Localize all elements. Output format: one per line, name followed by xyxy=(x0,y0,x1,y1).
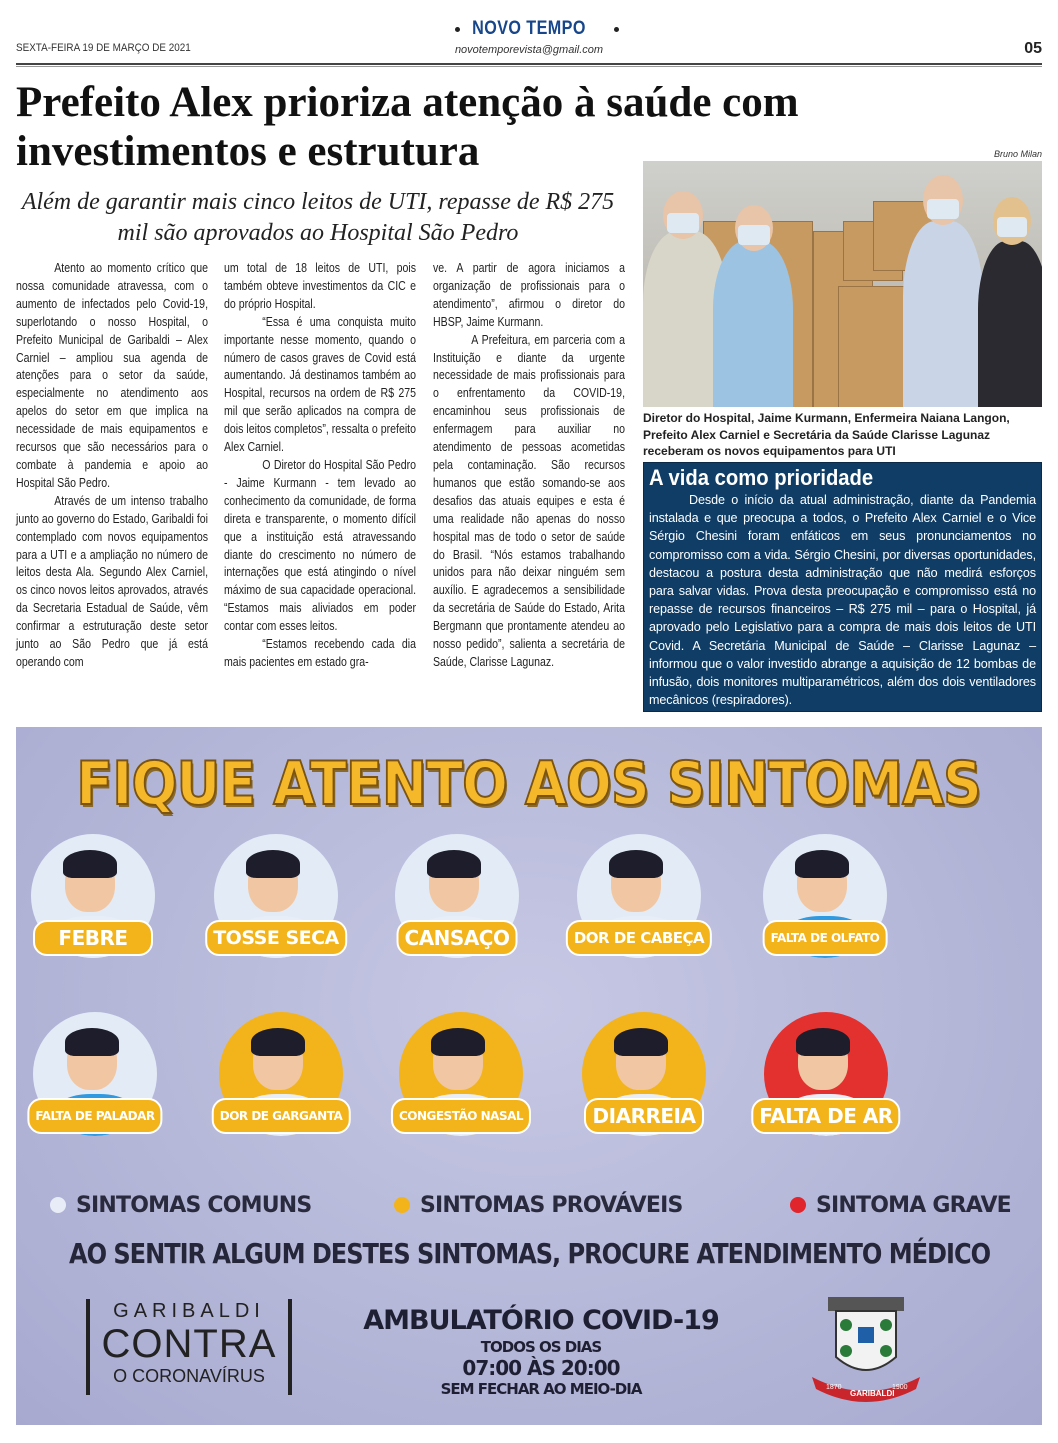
person xyxy=(903,221,983,407)
paragraph: Através de um intenso trabalho junto ao governo do Estado, Garibaldi foi contemplado com novos equipamentos para a UTI e a ampliação no número de leitos desta Ala. Segundo Alex Carniel, os cinco novos leitos aprovados, através da Secretaria Estadual de Saúde, vêm confirmar a estruturação deste setor junto ao São Pedro que já está operando com xyxy=(16,492,209,669)
sidebar-title: A vida como prioridade xyxy=(649,465,874,490)
sidebar-text: Desde o início da atual administração, diante da Pandemia instalada e que preocupa a todos, o Prefeito Alex Carniel e o Vice Sérgio Chesini foram enfáticos em seus pronunciamentos no compromisso com a vida. Sérgio Chesini, por diversas oportunidades, destacou a postura desta administração que não medirá esforços para salvar vidas. Prova desta preocupação e compromisso está no repasse de recursos financeiros – R$ 275 mil – para o Hospital, já aprovado pelo Legislativo para a compra de mais dois leitos de UTI Covid. A Secretária Municipal de Saúde – Clarisse Lagunaz – informou que o valor investido abrange a aquisição de 12 bombas de infusão, dois monitores multiparamétricos, além dos dois ventiladores mecânicos (respiradores). xyxy=(649,493,1036,708)
masthead-dot xyxy=(455,27,460,32)
legend-severe xyxy=(790,1193,1011,1218)
person xyxy=(713,241,793,407)
photo-credit: Bruno Milan xyxy=(993,149,1042,159)
legend-common xyxy=(50,1193,311,1218)
symptom-label: DOR DE GARGANTA xyxy=(212,1098,351,1134)
figure-hair xyxy=(65,1028,119,1056)
face-mask xyxy=(738,225,770,245)
sidebar-box xyxy=(643,462,1042,712)
paragraph: O Diretor do Hospital São Pedro - Jaime Kurmann - tem levado ao conhecimento da comunidade, de forma direta e transparente, o momento difícil que a instituição está atravessando diante do crescimento no número de internações que está atingindo o nível máximo de sua capacidade operacional. “Estamos mais aliviados em poder contar com esses leitos. xyxy=(224,456,417,634)
contact-email: novotemporevista@gmail.com xyxy=(454,44,604,56)
poster-title-row xyxy=(16,749,1042,819)
ambulatorio-title: AMBULATÓRIO COVID-19 xyxy=(363,1305,719,1336)
issue-date: SEXTA-FEIRA 19 DE MARÇO DE 2021 xyxy=(16,42,191,54)
legend-probable xyxy=(394,1193,683,1218)
article-column-3 xyxy=(433,259,625,671)
subheadline: Além de garantir mais cinco leitos de UTI, repasse de R$ 275 mil são aprovados ao Hospital São Pedro xyxy=(21,189,615,246)
symptom-label: FEBRE xyxy=(33,920,153,956)
figure-hair xyxy=(609,850,663,878)
crest-year-right: 1900 xyxy=(892,1384,908,1391)
symptom-label: TOSSE SECA xyxy=(205,920,347,956)
paragraph: ve. A partir de agora iniciamos a organização de profissionais para o atendimento”, afirmou o diretor do HBSP, Jaime Kurmann. xyxy=(433,260,626,329)
legend-dot xyxy=(790,1197,806,1213)
masthead-dot xyxy=(614,27,619,32)
face-mask xyxy=(927,199,959,219)
ambulatorio-hours: 07:00 ÀS 20:00 xyxy=(462,1356,620,1380)
masthead: NOVO TEMPO xyxy=(472,18,586,39)
call-to-action: AO SENTIR ALGUM DESTES SINTOMAS, PROCURE ATENDIMENTO MÉDICO xyxy=(68,1237,990,1270)
crest-year-left: 1870 xyxy=(826,1384,842,1391)
figure-hair xyxy=(427,850,481,878)
symptom-label: DIARREIA xyxy=(584,1098,704,1134)
article-column-1 xyxy=(16,259,208,671)
crest-name: GARIBALDI xyxy=(850,1389,895,1398)
symptom-label: CANSAÇO xyxy=(397,920,518,956)
ambulatorio-info xyxy=(316,1305,766,1399)
header-divider xyxy=(16,63,1042,65)
headline: Prefeito Alex prioriza atenção à saúde com investimentos e estrutura xyxy=(16,79,799,175)
header-divider xyxy=(16,66,1042,67)
article-column-2 xyxy=(224,259,416,671)
symptom-label: FALTA DE AR xyxy=(751,1098,900,1134)
campaign-logo xyxy=(86,1299,292,1395)
face-mask xyxy=(667,213,699,233)
symptom-label: DOR DE CABEÇA xyxy=(566,920,712,956)
legend-label: SINTOMAS PROVÁVEIS xyxy=(420,1193,683,1218)
ambulatorio-note: SEM FECHAR AO MEIO-DIA xyxy=(440,1380,642,1398)
figure-hair xyxy=(251,1028,305,1056)
municipal-crest-icon xyxy=(806,1295,926,1405)
campaign-logo-line3: O CORONAVÍRUS xyxy=(113,1366,265,1386)
photo-caption: Diretor do Hospital, Jaime Kurmann, Enfermeira Naiana Langon, Prefeito Alex Carniel e Secretária da Saúde Clarisse Lagunaz receberam os novos equipamentos para UTI xyxy=(643,411,1010,458)
crest-center xyxy=(858,1327,874,1343)
person xyxy=(978,241,1042,407)
figure-hair xyxy=(246,850,300,878)
symptom-label: FALTA DE OLFATO xyxy=(763,920,888,956)
paragraph: “Estamos recebendo cada dia mais pacientes em estado gra- xyxy=(224,636,417,669)
page-number: 05 xyxy=(1024,40,1042,57)
article-photo xyxy=(643,161,1042,407)
figure-hair xyxy=(63,850,117,878)
ambulatorio-days: TODOS OS DIAS xyxy=(480,1338,602,1356)
legend-label: SINTOMAS COMUNS xyxy=(76,1193,312,1218)
symptoms-poster xyxy=(16,727,1042,1425)
symptom-label: CONGESTÃO NASAL xyxy=(391,1098,531,1134)
paragraph: A Prefeitura, em parceria com a Instituição e diante da urgente necessidade de mais profissionais para o enfrentamento da COVID-19, encaminhou seus profissionais de enfermagem para auxiliar no atendimento de pessoas acometidas pela contaminação. São recursos humanos que estão somando-se aos desafios das atuais equipes e esta é uma realidade não apenas do nosso hospital mas de todo o setor de saúde do Brasil. “Nós estamos trabalhando unidos para não deixar ninguém sem auxílio. E agradecemos a sensibilidade da secretária de Saúde do Estado, Arita Bergmann que prontamente atendeu ao nosso pedido”, salienta a secretária de Saúde, Clarisse Lagunaz. xyxy=(433,331,626,669)
call-to-action-row xyxy=(16,1237,1042,1270)
figure-hair xyxy=(614,1028,668,1056)
legend-dot xyxy=(394,1197,410,1213)
figure-hair xyxy=(431,1028,485,1056)
paragraph: Atento ao momento crítico que nossa comunidade atravessa, com o aumento de infectados pelo Covid-19, superlotando o nosso Hospital, o Prefeito Municipal de Garibaldi – Alex Carniel – ampliou sua agenda de atenções para o setor da saúde, especialmente no atendimento aos apelos do setor em que implica na necessidade de mais equipamentos e recursos que são necessários para o combate à pandemia e apoio ao Hospital São Pedro. xyxy=(16,260,209,490)
poster-title: FIQUE ATENTO AOS SINTOMAS xyxy=(76,749,982,819)
crest-crown xyxy=(828,1297,904,1311)
campaign-logo-line1: GARIBALDI xyxy=(113,1300,265,1322)
face-mask xyxy=(997,217,1027,237)
campaign-logo-line2: CONTRA xyxy=(101,1322,277,1366)
legend-dot xyxy=(50,1197,66,1213)
paragraph: um total de 18 leitos de UTI, pois também obteve investimentos da CIC e do próprio Hospital. xyxy=(224,260,417,311)
paragraph: “Essa é uma conquista muito importante nesse momento, quando o número de casos graves de Covid está aumentando. Já destinamos também ao Hospital, recursos na ordem de R$ 275 mil que serão aplicados na compra de dois leitos completos”, ressalta o prefeito Alex Carniel. xyxy=(224,313,417,455)
figure-hair xyxy=(795,850,849,878)
figure-hair xyxy=(796,1028,850,1056)
legend-label: SINTOMA GRAVE xyxy=(816,1193,1011,1218)
symptom-label: FALTA DE PALADAR xyxy=(27,1098,162,1134)
